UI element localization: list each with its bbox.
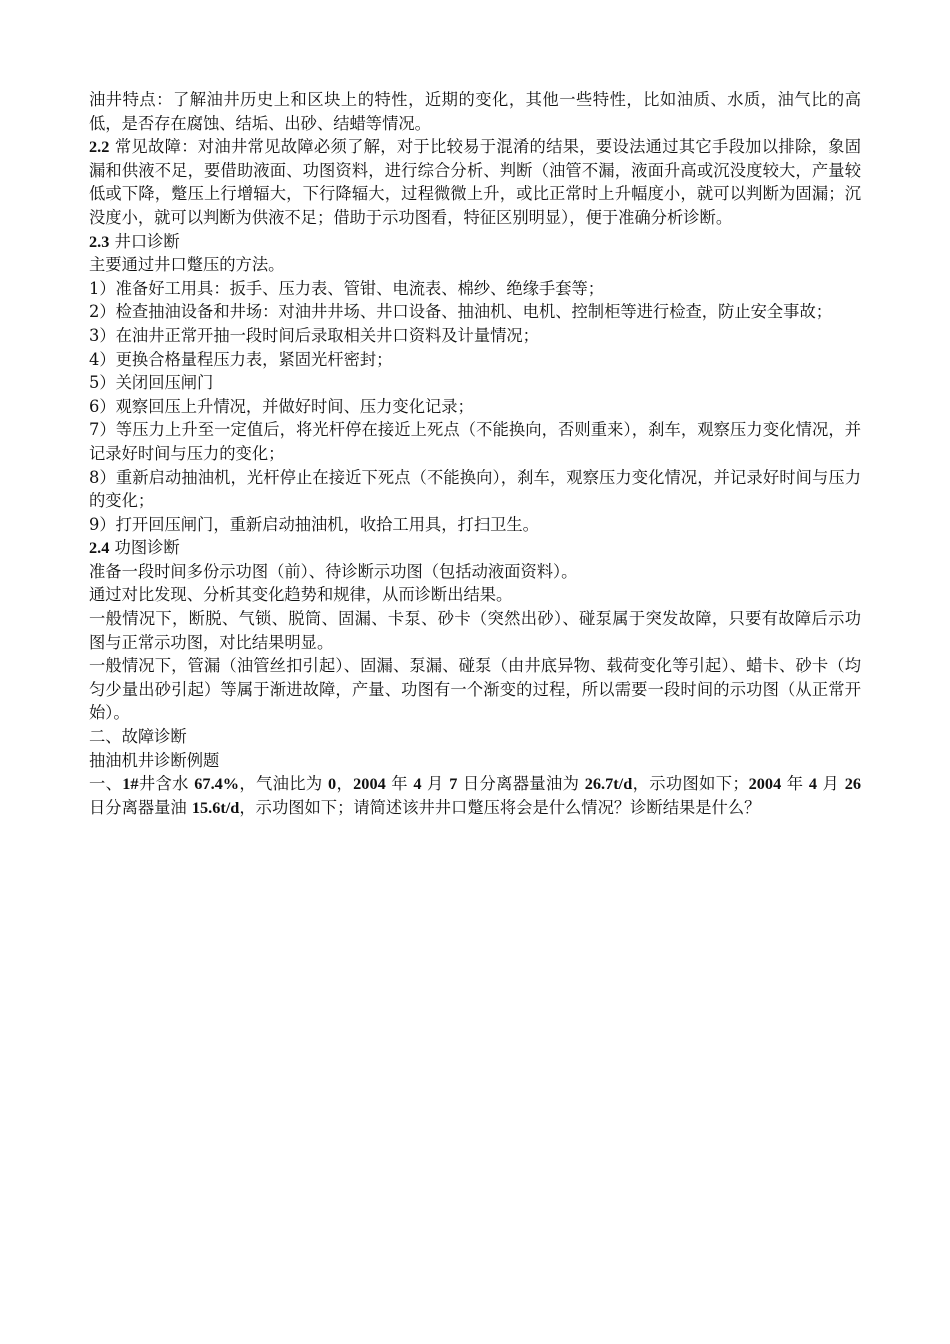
step-item: 4）更换合格量程压力表，紧固光杆密封； [89, 349, 393, 369]
section-number: 2.3 [89, 231, 110, 251]
example-title: 抽油机井诊断例题 [89, 750, 220, 770]
section-2-4-paragraph: 一般情况下，断脱、气锁、脱筒、固漏、卡泵、砂卡（突然出砂）、碰泵属于突发故障，只要有故障后示功图与正常示功图，对比结果明显。 [89, 609, 861, 652]
section-2-4-paragraph: 一般情况下，管漏（油管丝扣引起）、固漏、泵漏、碰泵（由井底异物、载荷变化等引起）、蜡卡、砂卡（均匀少量出砂引起）等属于渐进故障，产量、功图有一个渐变的过程，所以需要一段时间的示功图（从正常开始）。 [89, 656, 861, 723]
section-2-2-text: 常见故障：对油井常见故障必须了解，对于比较易于混淆的结果，要设法通过其它手段加以排除，象固漏和供液不足，要借助液面、功图资料，进行综合分析、判断（油管不漏，液面升高或沉没度较大，产量较低或下降，蹩压上行增辐大，下行降辐大，过程微微上升，或比正常时上升幅度小，就可以判断为固漏；沉没度小，就可以判断为供液不足；借助于示功图看，特征区别明显），便于准确分析诊断。 [89, 137, 861, 227]
oil-rate-value: 26.7t/d [584, 774, 633, 794]
section-number: 2.2 [89, 137, 110, 157]
step-item: 8）重新启动抽油机，光杆停止在接近下死点（不能换向），刹车，观察压力变化情况，并记录好时间与压力的变化； [89, 467, 861, 511]
month-value: 4 [413, 774, 422, 794]
question-text: 日分离器量油 [89, 797, 192, 817]
question-text: 一、 [89, 774, 123, 794]
well-id: 1# [122, 774, 139, 794]
gas-oil-ratio-value: 0 [328, 774, 337, 794]
month-value: 4 [808, 774, 818, 794]
question-text: ，示功图如下；请简述该井井口蹩压将会是什么情况？诊断结果是什么？ [239, 797, 761, 817]
paragraph-oil-well-features: 油井特点：了解油井历史上和区块上的特性，近期的变化，其他一些特性，比如油质、水质，油气比的高低，是否存在腐蚀、结垢、出砂、结蜡等情况。 [89, 90, 861, 133]
water-cut-value: 67.4% [194, 774, 240, 794]
example-question-1 [89, 772, 861, 819]
section-2-4-heading [89, 536, 861, 560]
question-text: 井含水 [138, 774, 195, 794]
step-item: 5）关闭回压闸门 [89, 373, 214, 393]
day-value: 7 [449, 774, 458, 794]
section-2-4-paragraph: 准备一段时间多份示功图（前）、待诊断示功图（包括动液面资料）。 [89, 561, 578, 581]
step-item: 3）在油井正常开抽一段时间后录取相关井口资料及计量情况； [89, 325, 539, 345]
step-item: 1）准备好工用具：扳手、压力表、管钳、电流表、棉纱、绝缘手套等； [89, 278, 605, 298]
question-text: 月 [421, 774, 450, 794]
section-title: 功图诊断 [109, 538, 180, 558]
section-2-4-paragraph: 通过对比发现、分析其变化趋势和规律，从而诊断出结果。 [89, 585, 513, 605]
oil-rate-value: 15.6t/d [191, 797, 240, 817]
question-text: 月 [817, 774, 845, 794]
step-item: 9）打开回压闸门，重新启动抽油机，收拾工用具，打扫卫生。 [89, 514, 539, 534]
section-2-3-heading [89, 230, 861, 254]
question-text: ， [336, 774, 354, 794]
section-number: 2.4 [89, 538, 110, 558]
question-text: 年 [385, 774, 414, 794]
day-value: 26 [844, 774, 861, 794]
document-page [89, 88, 861, 819]
section-title: 井口诊断 [109, 231, 180, 251]
step-item: 7）等压力上升至一定值后，将光杆停在接近上死点（不能换向，否则重来），刹车，观察压力变化情况，并记录好时间与压力的变化； [89, 420, 861, 463]
step-item: 2）检查抽油设备和井场：对油井井场、井口设备、抽油机、电机、控制柜等进行检查，防止安全事故； [89, 302, 833, 322]
question-text: 年 [781, 774, 809, 794]
year-value: 2004 [748, 774, 782, 794]
section-2-3-intro: 主要通过井口蹩压的方法。 [89, 255, 285, 275]
question-text: ，示功图如下； [632, 774, 749, 794]
step-item: 6）观察回压上升情况，并做好时间、压力变化记录； [89, 396, 474, 416]
part-2-title: 二、故障诊断 [89, 727, 187, 747]
question-text: ，气油比为 [239, 774, 329, 794]
year-value: 2004 [353, 774, 386, 794]
question-text: 日分离器量油为 [457, 774, 585, 794]
section-2-2-common-faults [89, 135, 861, 229]
